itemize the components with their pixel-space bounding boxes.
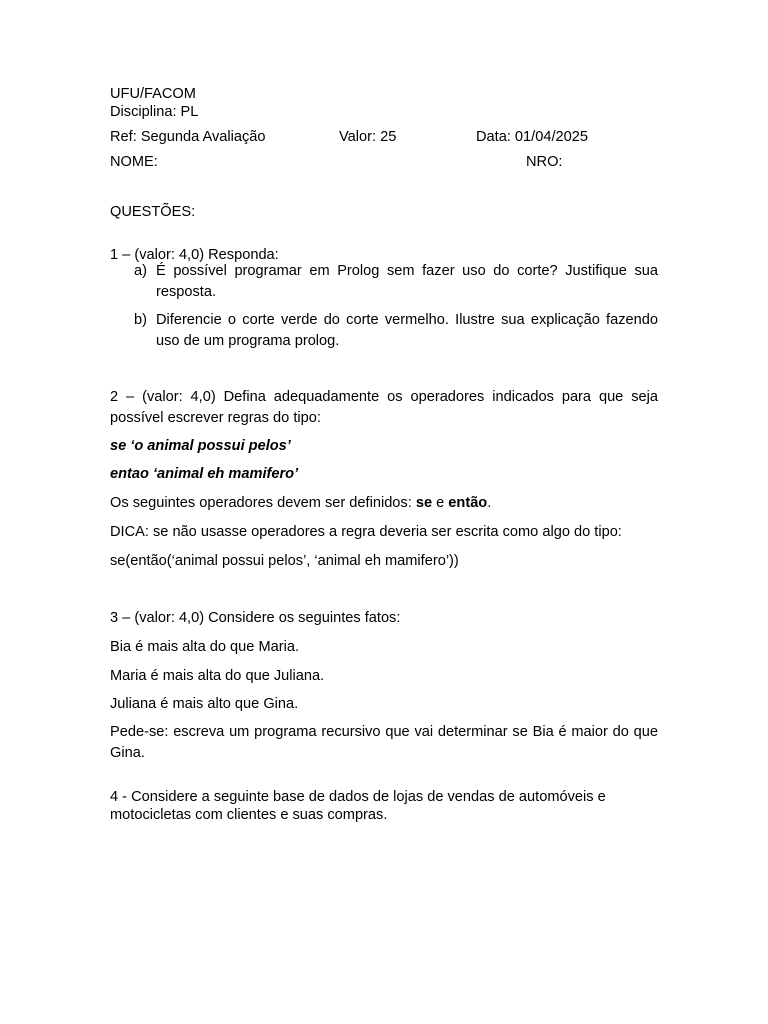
item-label: a) (134, 263, 147, 279)
institution: UFU/FACOM (110, 86, 196, 102)
reference: Ref: Segunda Avaliação (110, 129, 266, 145)
hint-text: DICA: se não usasse operadores a regra deveria ser escrita como algo do tipo: (110, 524, 622, 540)
question-1-heading: 1 – (valor: 4,0) Responda: (110, 247, 279, 263)
number-field-label: NRO: (526, 154, 563, 170)
question-2-heading: 2 – (valor: 4,0) Defina adequadamente os operadores indicados para que seja possível escrever regras do tipo: (110, 389, 658, 426)
exam-value: Valor: 25 (339, 129, 397, 145)
rule-example-line-1: se ‘o animal possui pelos’ (110, 438, 291, 454)
fact-2: Maria é mais alta do que Juliana. (110, 668, 325, 684)
question-3-heading: 3 – (valor: 4,0) Considere os seguintes fatos: (110, 610, 401, 626)
rule-example-line-2: entao ‘animal eh mamifero’ (110, 466, 299, 482)
item-text: É possível programar em Prolog sem fazer uso do corte? Justifique sua resposta. (156, 263, 658, 300)
question-1-item-a (134, 261, 658, 302)
fact-1: Bia é mais alta do que Maria. (110, 639, 300, 655)
operators-conjunction: e (432, 495, 449, 511)
question-1-item-b (134, 310, 658, 351)
operator-entao: então (448, 495, 488, 511)
name-field-label: NOME: (110, 154, 158, 170)
operators-sentence (110, 494, 491, 512)
questions-title: QUESTÕES: (110, 204, 196, 220)
operators-prefix: Os seguintes operadores devem ser definidos: (110, 495, 416, 511)
discipline: Disciplina: PL (110, 104, 199, 120)
exam-date: Data: 01/04/2025 (476, 129, 588, 145)
hint-example: se(então(‘animal possui pelos’, ‘animal eh mamifero’)) (110, 553, 459, 569)
item-text: Diferencie o corte verde do corte vermelho. Ilustre sua explicação fazendo uso de um programa prolog. (156, 312, 658, 349)
fact-3: Juliana é mais alto que Gina. (110, 696, 299, 712)
item-label: b) (134, 312, 147, 328)
operator-se: se (415, 495, 433, 511)
operators-suffix: . (487, 495, 492, 511)
question-4-heading: 4 - Considere a seguinte base de dados de lojas de vendas de automóveis e motocicletas com clientes e suas compras. (110, 789, 606, 823)
question-3-task: Pede-se: escreva um programa recursivo que vai determinar se Bia é maior do que Gina. (110, 724, 658, 761)
